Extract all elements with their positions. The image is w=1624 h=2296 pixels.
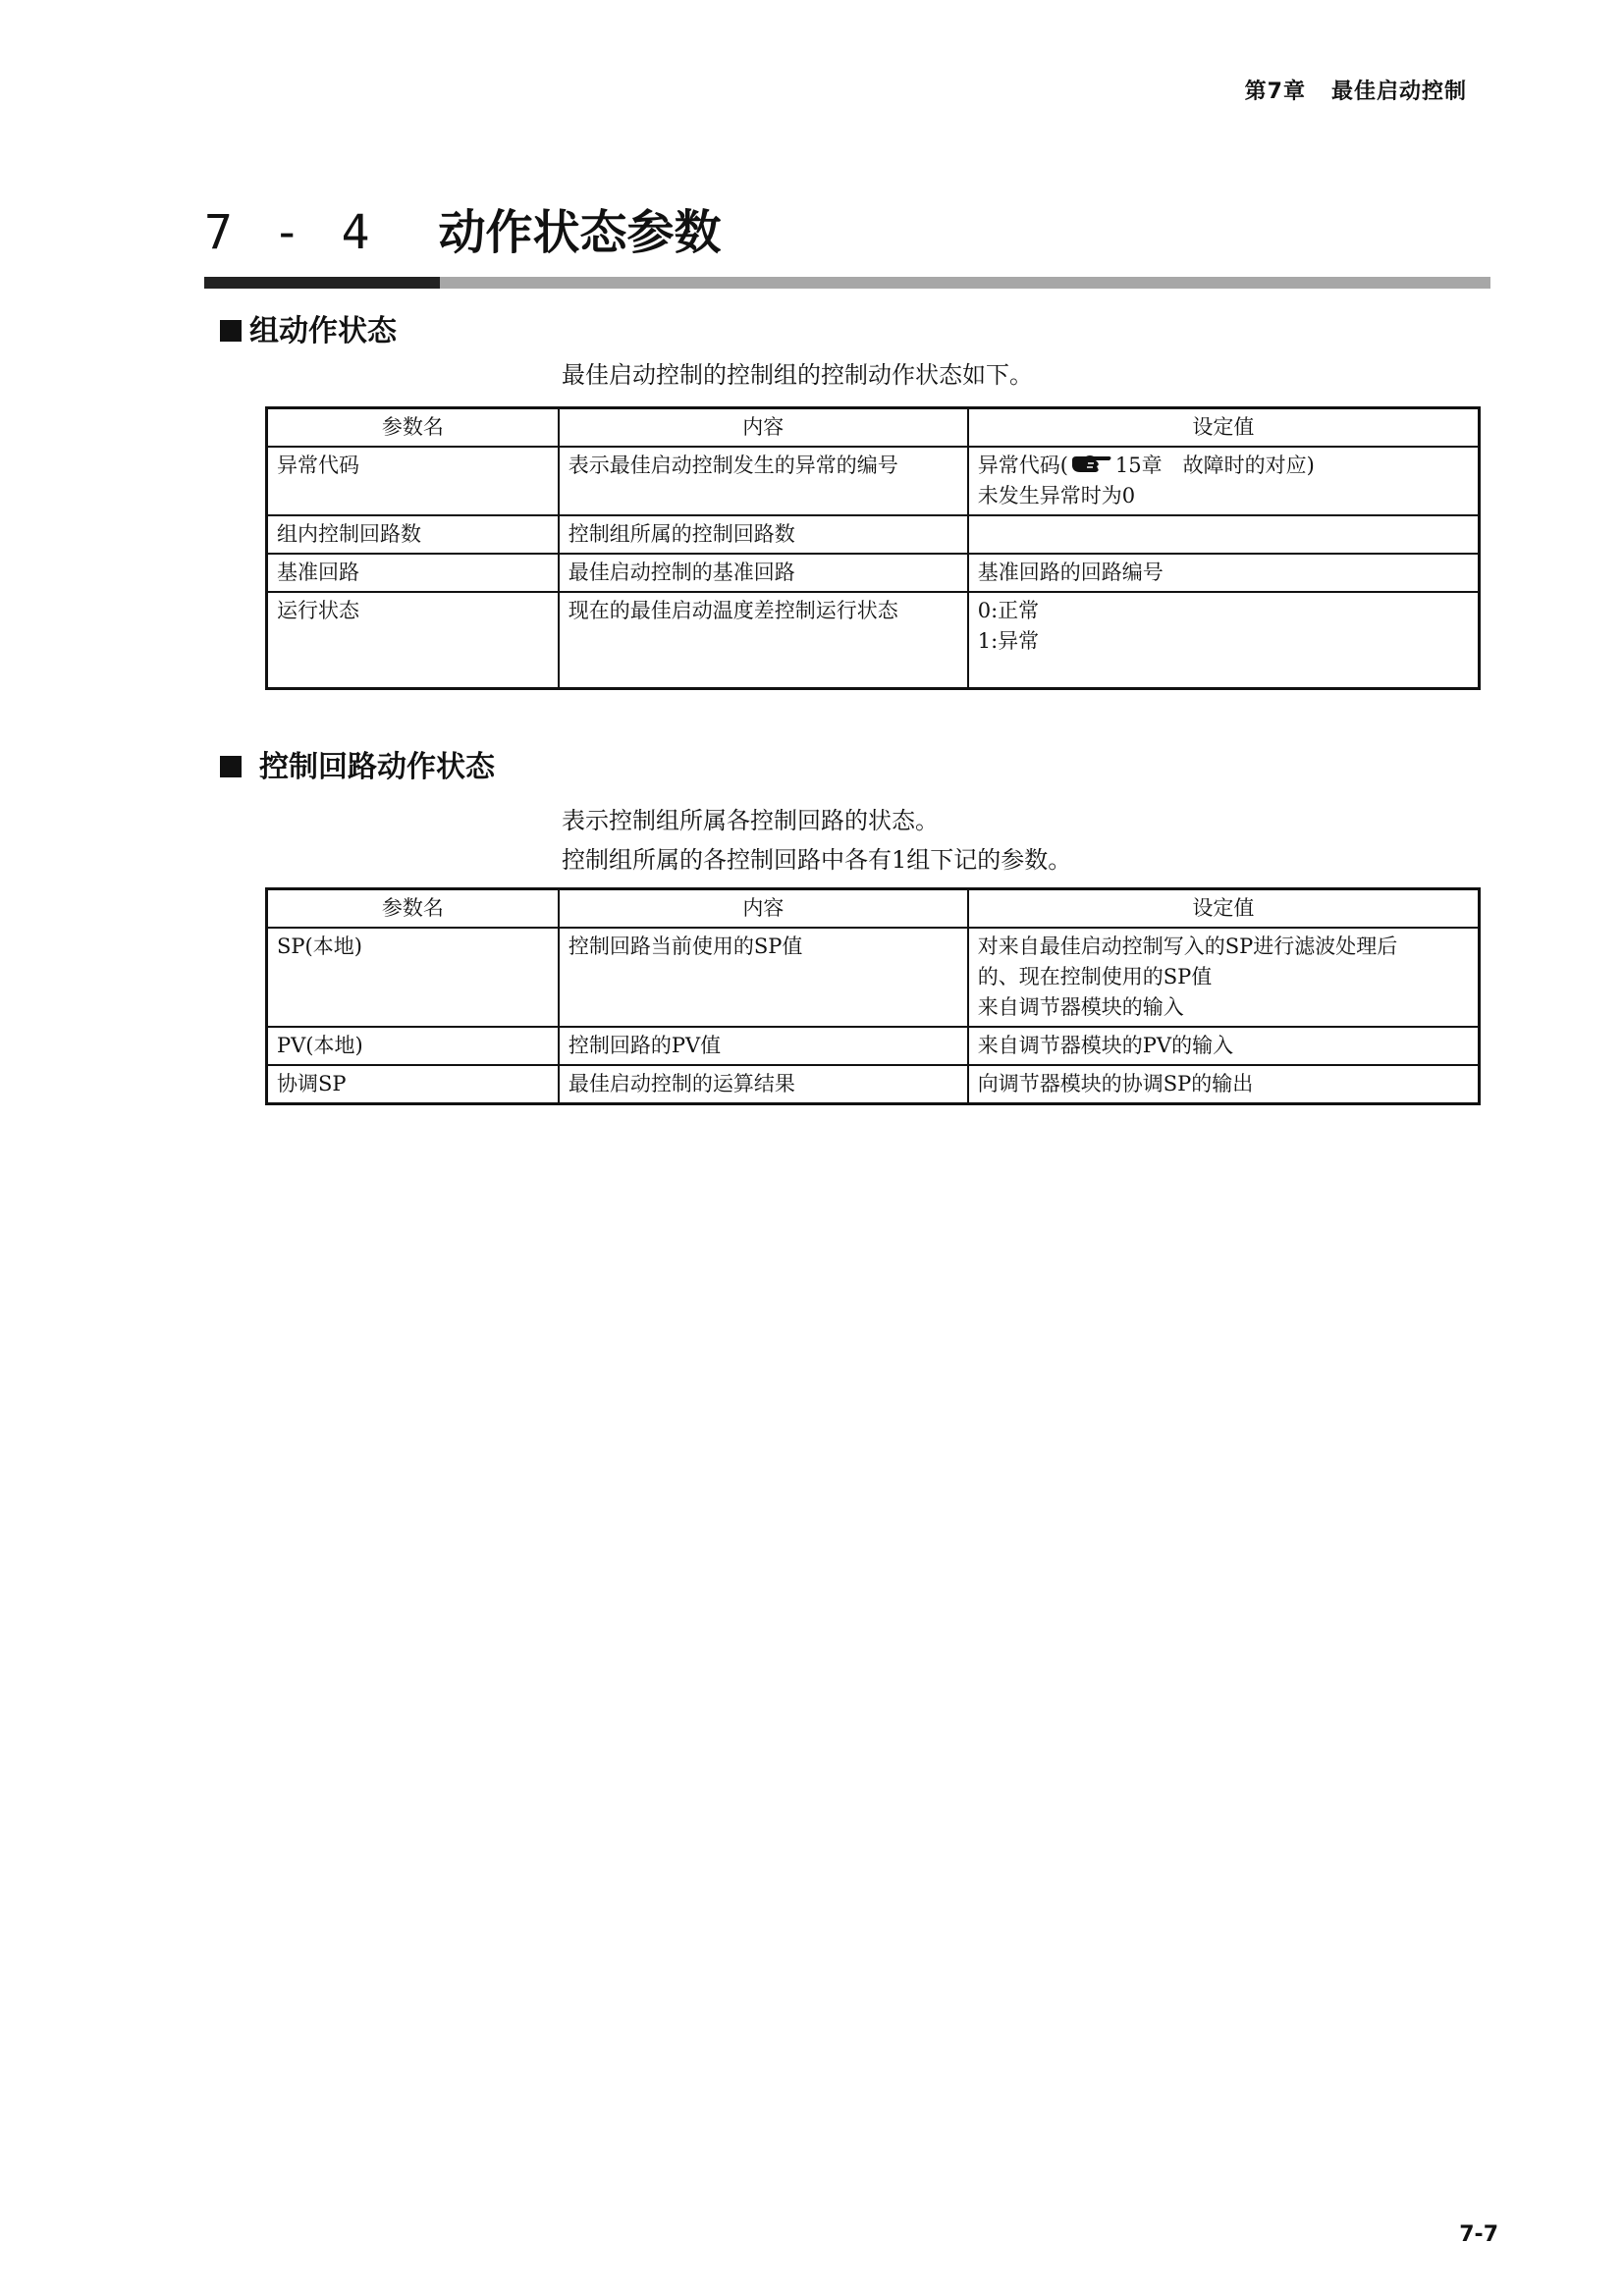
param-value: 向调节器模块的协调SP的输出: [968, 1065, 1480, 1104]
param-content: 现在的最佳启动温度差控制运行状态: [559, 592, 968, 688]
param-content: 控制回路当前使用的SP值: [559, 928, 968, 1027]
table-header-row: [267, 889, 1480, 929]
chapter-label: 第7章: [1244, 80, 1306, 104]
column-header: 设定值: [968, 889, 1480, 929]
group-status-heading: [220, 306, 397, 349]
param-value: [968, 447, 1480, 515]
column-header: 参数名: [267, 408, 559, 448]
column-header: 参数名: [267, 889, 559, 929]
param-content: 控制回路的PV值: [559, 1027, 968, 1065]
param-name: 运行状态: [267, 592, 559, 688]
section-number: 7 - 4: [204, 205, 376, 260]
column-header: 内容: [559, 889, 968, 929]
param-value: [968, 928, 1480, 1027]
table-row: [267, 1027, 1480, 1065]
loop-status-heading: [220, 742, 495, 785]
table-row: [267, 928, 1480, 1027]
param-name: 组内控制回路数: [267, 515, 559, 554]
param-content: 控制组所属的控制回路数: [559, 515, 968, 554]
section-heading: [204, 194, 722, 262]
param-content: 最佳启动控制的基准回路: [559, 554, 968, 592]
param-name: 协调SP: [267, 1065, 559, 1104]
page-number: 7-7: [1459, 2222, 1498, 2247]
loop-status-table: [265, 887, 1481, 1105]
group-status-intro: 最佳启动控制的控制组的控制动作状态如下。: [562, 361, 1033, 389]
param-value: [968, 515, 1480, 554]
value-text: 来自调节器模块的输入: [977, 995, 1184, 1019]
param-value: 来自调节器模块的PV的输入: [968, 1027, 1480, 1065]
intro-line: 控制组所属的各控制回路中各有1组下记的参数。: [562, 846, 1072, 874]
chapter-title: 最佳启动控制: [1330, 80, 1467, 104]
square-bullet-icon: [220, 756, 242, 777]
loop-status-heading-text: 控制回路动作状态: [259, 750, 495, 784]
group-status-heading-text: 组动作状态: [249, 314, 397, 348]
loop-status-intro: [562, 801, 1071, 880]
value-text: 异常代码(: [977, 454, 1068, 477]
table-header-row: [267, 408, 1480, 448]
section-title: 动作状态参数: [438, 205, 722, 260]
square-bullet-icon: [220, 320, 242, 342]
table-row: [267, 592, 1480, 688]
param-value: 基准回路的回路编号: [968, 554, 1480, 592]
value-text: 的、现在控制使用的SP值: [977, 965, 1213, 988]
chapter-header: [1245, 75, 1467, 105]
param-name: PV(本地): [267, 1027, 559, 1065]
value-text: 1:异常: [977, 629, 1040, 653]
table-row: [267, 515, 1480, 554]
column-header: 设定值: [968, 408, 1480, 448]
section-rule: [204, 277, 1490, 289]
param-content: 最佳启动控制的运算结果: [559, 1065, 968, 1104]
value-text: 对来自最佳启动控制写入的SP进行滤波处理后: [977, 934, 1398, 958]
intro-line: 表示控制组所属各控制回路的状态。: [562, 807, 939, 834]
table-row: [267, 447, 1480, 515]
section-rule-accent: [204, 277, 440, 289]
group-status-table: [265, 406, 1481, 690]
value-text: 未发生异常时为0: [977, 484, 1136, 507]
param-name: 异常代码: [267, 447, 559, 515]
pointing-hand-icon: [1070, 453, 1113, 476]
table-row: [267, 1065, 1480, 1104]
value-text: 15章 故障时的对应): [1114, 454, 1315, 477]
column-header: 内容: [559, 408, 968, 448]
table-row: [267, 554, 1480, 592]
param-name: 基准回路: [267, 554, 559, 592]
param-content: 表示最佳启动控制发生的异常的编号: [559, 447, 968, 515]
value-text: 0:正常: [977, 599, 1040, 622]
param-name: SP(本地): [267, 928, 559, 1027]
param-value: [968, 592, 1480, 688]
